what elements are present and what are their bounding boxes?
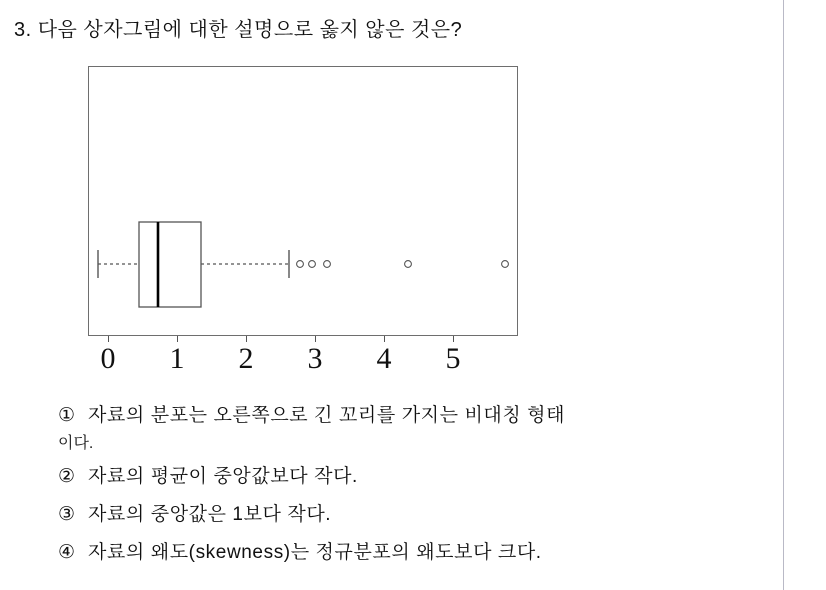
- option-marker: ①: [58, 405, 76, 426]
- option-text: 자료의 분포는 오른쪽으로 긴 꼬리를 가지는 비대칭 형태: [88, 405, 566, 426]
- x-tick-label: 1: [169, 342, 185, 375]
- x-tick-label: 2: [238, 342, 254, 375]
- question-text: 다음 상자그림에 대한 설명으로 옳지 않은 것은?: [37, 19, 463, 41]
- option-1[interactable]: [58, 402, 778, 430]
- option-text: 자료의 평균이 중앙값보다 작다.: [88, 466, 358, 487]
- option-marker: ③: [58, 504, 76, 525]
- x-tick-label: 4: [376, 342, 392, 375]
- page-right-rule: [783, 0, 784, 590]
- question-prompt: [14, 13, 462, 42]
- question-number: 3.: [14, 19, 32, 41]
- x-axis: [88, 336, 518, 386]
- option-1-continuation: 이다.: [58, 435, 94, 452]
- x-tick-label: 3: [307, 342, 323, 375]
- boxplot-figure: [88, 66, 518, 336]
- option-marker: ④: [58, 542, 76, 563]
- option-text: 자료의 중앙값은 1보다 작다.: [88, 504, 332, 525]
- option-4[interactable]: [58, 539, 778, 567]
- x-tick-label: 5: [445, 342, 461, 375]
- option-2[interactable]: [58, 463, 778, 491]
- boxplot-svg: [88, 66, 518, 336]
- x-tick-label: 0: [100, 342, 116, 375]
- option-3[interactable]: [58, 501, 778, 529]
- answer-options: [58, 402, 778, 577]
- option-marker: ②: [58, 466, 76, 487]
- option-text: 자료의 왜도(skewness)는 정규분포의 왜도보다 크다.: [88, 542, 542, 563]
